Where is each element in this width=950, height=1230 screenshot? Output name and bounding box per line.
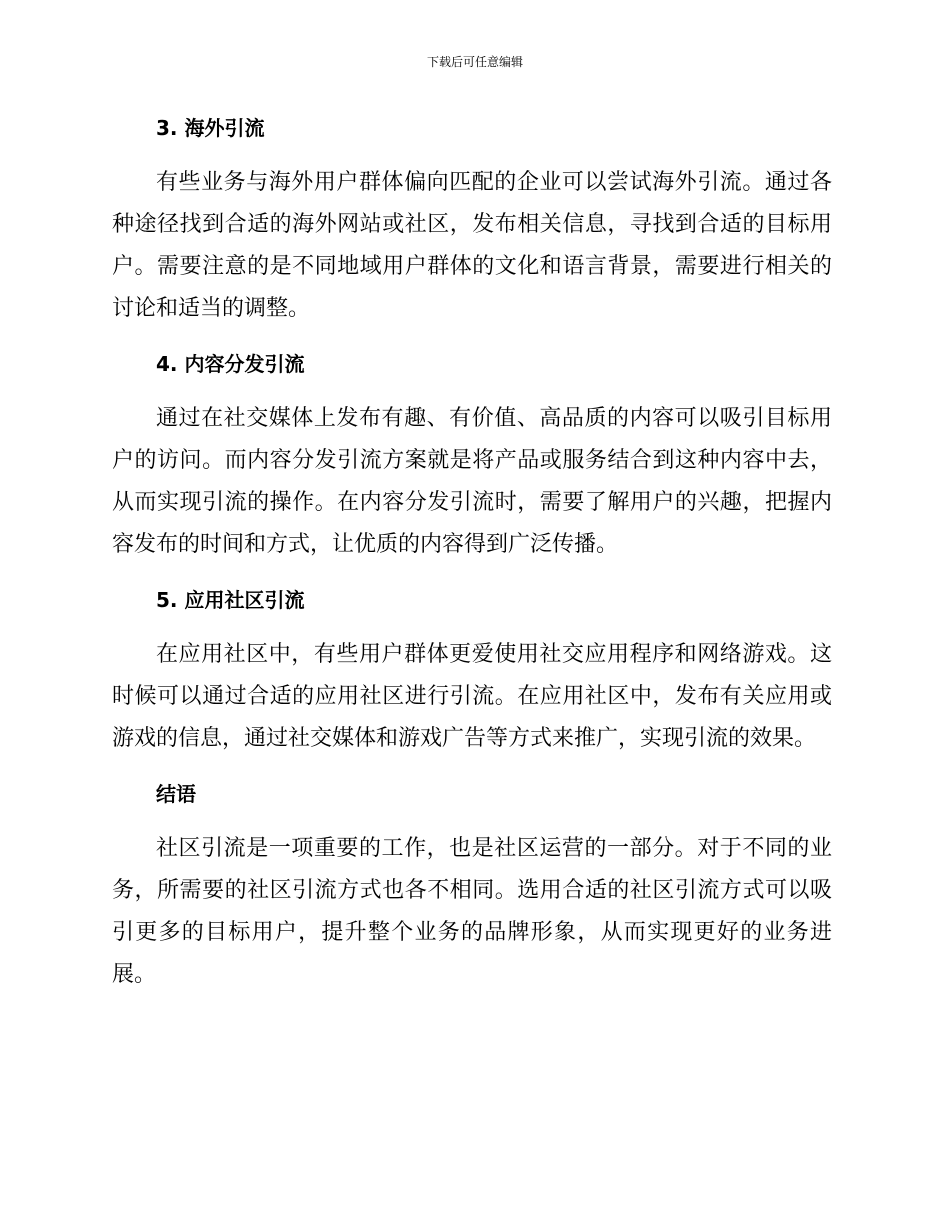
spacer: [112, 814, 832, 828]
section-paragraph-app-community: 在应用社区中，有些用户群体更爱使用社交应用程序和网络游戏。这时候可以通过合适的应用社区进行引流。在应用社区中，发布有关应用或游戏的信息，通过社交媒体和游戏广告等方式来推广，实现引流的效果。: [112, 642, 832, 751]
spacer: [112, 384, 832, 398]
spacer: [112, 330, 832, 344]
section-heading-app-community: 5. 应用社区引流: [156, 588, 305, 612]
section-paragraph-conclusion: 社区引流是一项重要的工作，也是社区运营的一部分。对于不同的业务，所需要的社区引流方式也各不相同。选用合适的社区引流方式可以吸引更多的目标用户，提升整个业务的品牌形象，从而实现更好的业务进展。: [112, 836, 832, 987]
spacer: [112, 148, 832, 162]
page-header-note: 下载后可任意编辑: [426, 55, 523, 69]
section-heading-conclusion: 结语: [156, 782, 196, 806]
section-heading-overseas: 3. 海外引流: [156, 116, 265, 140]
spacer: [112, 566, 832, 580]
spacer: [112, 760, 832, 774]
section-heading-content-distribution: 4. 内容分发引流: [156, 352, 305, 376]
document-body: [112, 108, 832, 996]
spacer: [112, 620, 832, 634]
section-paragraph-content-distribution: 通过在社交媒体上发布有趣、有价值、高品质的内容可以吸引目标用户的访问。而内容分发引流方案就是将产品或服务结合到这种内容中去，从而实现引流的操作。在内容分发引流时，需要了解用户的兴趣，把握内容发布的时间和方式，让优质的内容得到广泛传播。: [112, 406, 832, 557]
section-paragraph-overseas: 有些业务与海外用户群体偏向匹配的企业可以尝试海外引流。通过各种途径找到合适的海外网站或社区，发布相关信息，寻找到合适的目标用户。需要注意的是不同地域用户群体的文化和语言背景，需要进行相关的讨论和适当的调整。: [112, 170, 832, 321]
